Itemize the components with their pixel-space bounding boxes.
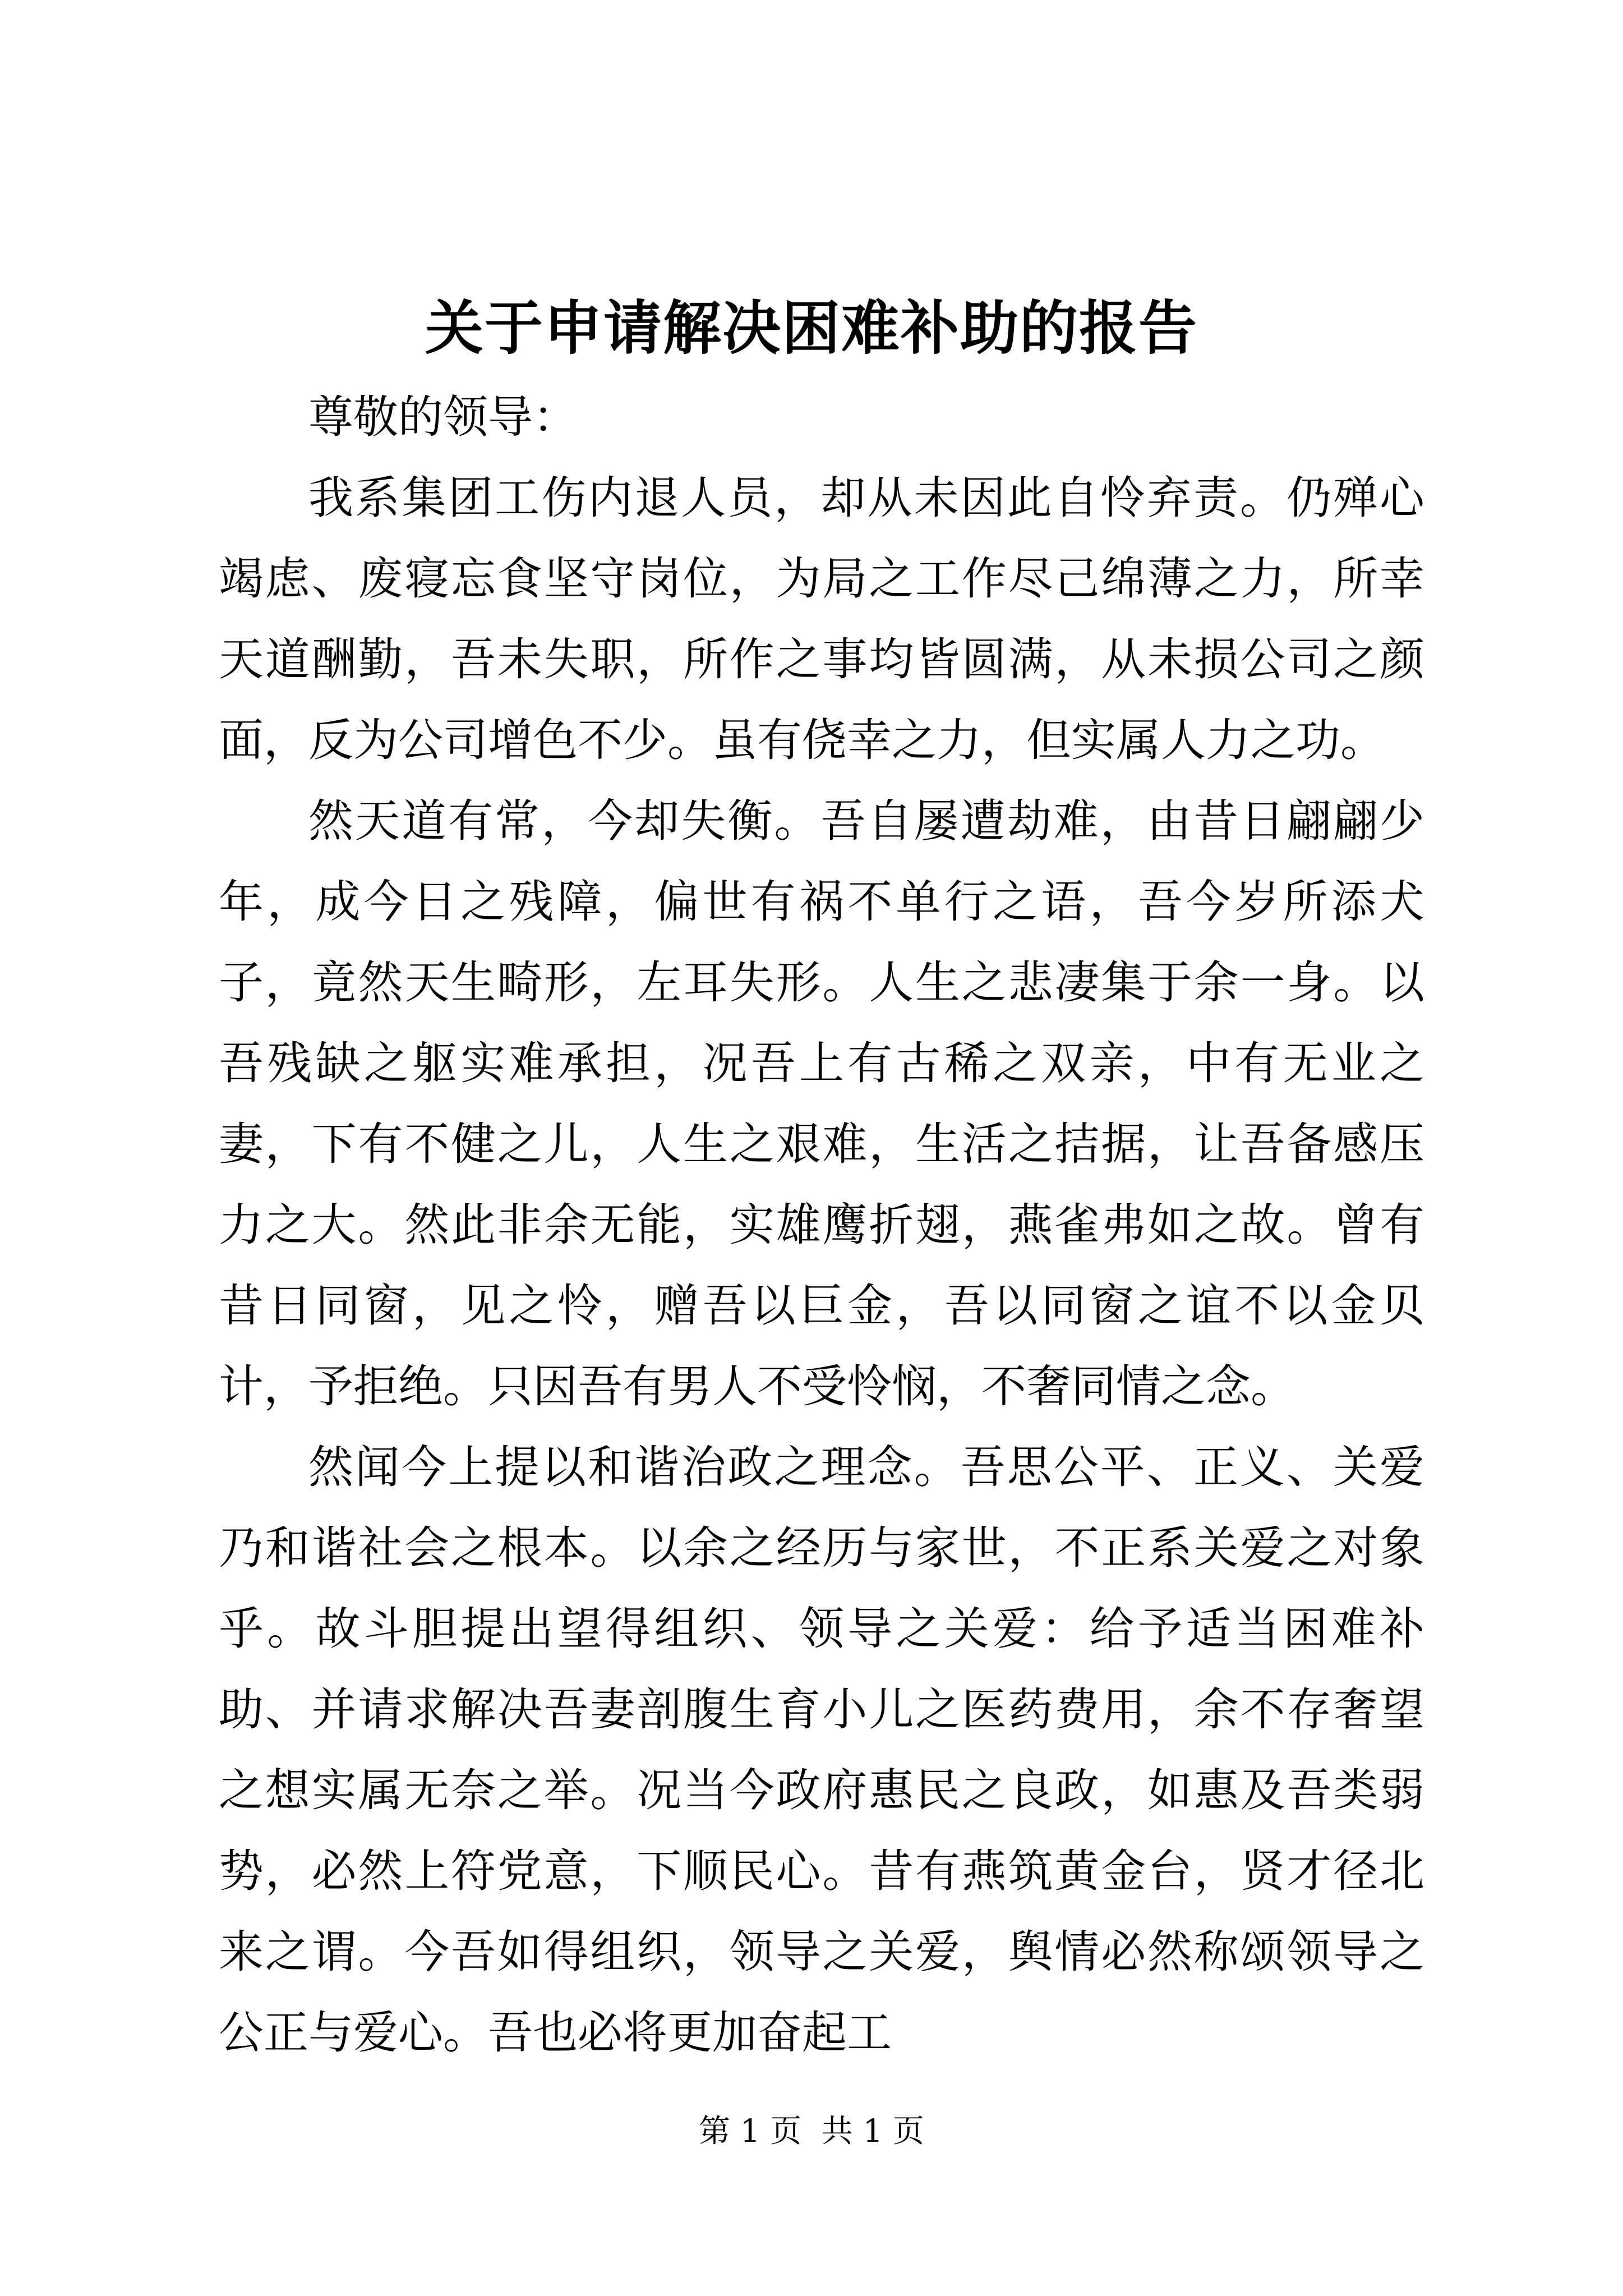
greeting-line: 尊敬的领导： — [308, 391, 578, 443]
body-paragraph-3: 然闻今上提以和谐治政之理念。吾思公平、正义、关爱乃和谐社会之根本。以余之经历与家世，不正系关爱之对象乎。故斗胆提出望得组织、领导之关爱：给予适当困难补助、并请求解决吾妻剖腹生育小儿之医药费用，余不存奢望之想实属无奈之举。况当今政府惠民之良政，如惠及吾类弱势，必然上符党意，下顺民心。昔有燕筑黄金台，贤才径北来之谓。今吾如得组织，领导之关爱，舆情必然称颂领导之公正与爱心。吾也必将更加奋起工 — [219, 1441, 1424, 2059]
document-body — [219, 377, 1424, 2073]
page-footer — [0, 2109, 1623, 2154]
document-title: 关于申请解决困难补助的报告 — [425, 293, 1198, 362]
page-number-label: 第 1 页 共 1 页 — [698, 2113, 925, 2150]
body-paragraph-1: 我系集团工伤内退人员，却从未因此自怜弃责。仍殚心竭虑、废寝忘食坚守岗位，为局之工作尽己绵薄之力，所幸天道酬勤，吾未失职，所作之事均皆圆满，从未损公司之颜面，反为公司增色不少。虽有侥幸之力，但实属人力之功。 — [219, 472, 1424, 766]
body-paragraph-2: 然天道有常，今却失衡。吾自屡遭劫难，由昔日翩翩少年，成今日之残障，偏世有祸不单行之语，吾今岁所添犬子，竟然天生畸形，左耳失形。人生之悲凄集于余一身。以吾残缺之躯实难承担，况吾上有古稀之双亲，中有无业之妻，下有不健之儿，人生之艰难，生活之拮据，让吾备感压力之大。然此非余无能，实雄鹰折翅，燕雀弗如之故。曾有昔日同窗，见之怜，赠吾以巨金，吾以同窗之谊不以金贝计，予拒绝。只因吾有男人不受怜悯，不奢同情之念。 — [219, 795, 1424, 1412]
